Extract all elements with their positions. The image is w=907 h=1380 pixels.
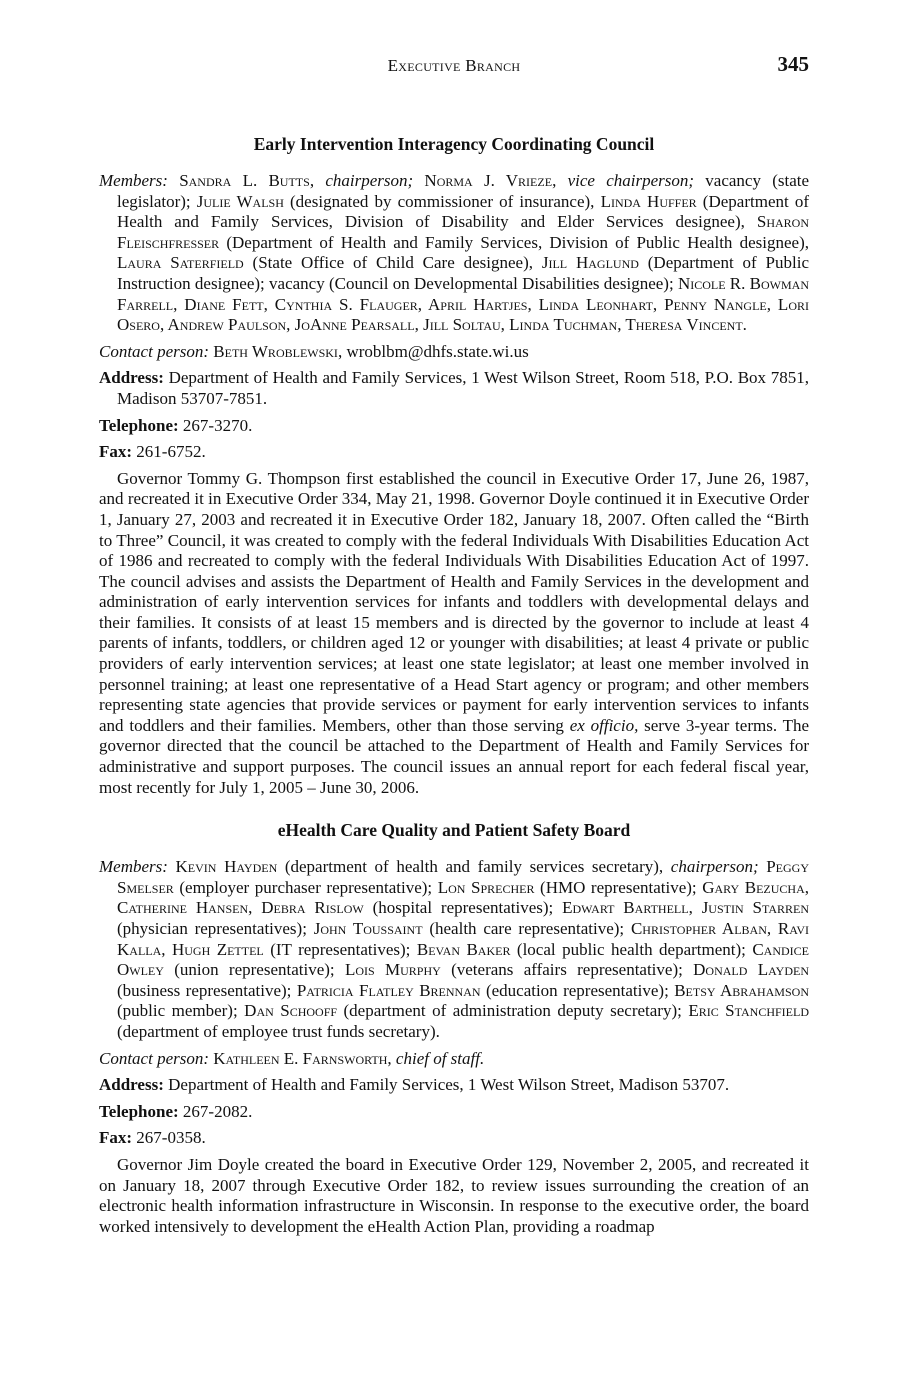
fax-value: 261-6752. [136,442,206,462]
description-text: Governor Jim Doyle created the board in Executive Order 129, November 2, 2005, and recreated it on January 18, 2007 through Executive Order 182, to review issues surrounding the creation of an electronic health information infrastructure in Wisconsin. In response to the executive order, the board worked intensively to development the eHealth Action Plan, providing a roadmap [99,1154,809,1236]
member-name: Bevan Baker [416,939,511,959]
telephone-label: Telephone: [99,1101,179,1121]
address-value: Department of Health and Family Services, 1 West Wilson Street, Madison 53707. [168,1075,730,1095]
member-text: (department of administration deputy secretary); [337,1001,689,1021]
running-title: Executive Branch [387,56,521,75]
member-name: Donald Layden [693,960,810,980]
member-text: (Department of Health and Family Services, Division of Disability and Elder Services designee), [117,191,809,232]
fax-label: Fax: [99,442,133,462]
member-name: Gary Bezucha, Catherine Hansen, Debra Rislow [117,877,809,918]
member-name: Sharon Fleischfresser [117,212,809,252]
description-paragraph [99,469,809,799]
member-name: Sandra L. Butts [179,171,310,190]
member-name: Candice Owley [117,939,810,980]
members-label: Members: [99,171,168,190]
member-text: (hospital representatives); [363,898,563,918]
address-label: Address: [99,1075,164,1095]
fax-value: 267-0358. [136,1128,206,1148]
page-number: 345 [777,52,809,76]
telephone-label: Telephone: [99,415,179,435]
telephone-paragraph [99,416,809,437]
member-role: chairperson; [670,857,759,877]
member-name: Jill Haglund [541,253,639,273]
address-paragraph [99,1075,809,1096]
description-text-end: serve 3-year terms. The governor directed that the council be attached to the Department of Health and Family Services for administrative and support purposes. The council issues an annual report for each federal fiscal year, most recently for July 1, 2005 – June 30, 2006. [99,715,809,797]
member-text: (IT representatives); [263,939,417,959]
member-name: Laura Saterfield [117,253,244,273]
member-text: vacancy (state legislator); [117,171,810,211]
contact-name: Kathleen E. Farnsworth [213,1048,388,1068]
member-text: (State Office of Child Care designee), [243,253,542,273]
member-text: (business representative); [117,980,297,1000]
contact-paragraph [99,342,809,363]
member-text: (Department of Health and Family Services, Division of Public Health designee), [219,232,809,252]
member-name: Christopher Alban, Ravi Kalla, Hugh Zettel [117,919,810,959]
address-value: Department of Health and Family Services, 1 West Wilson Street, Room 518, P.O. Box 7851, Madison 53707-7851. [117,368,810,408]
fax-label: Fax: [99,1128,133,1148]
member-text: (HMO representative); [534,877,703,897]
address-label: Address: [99,368,164,388]
section-title-ehealth: eHealth Care Quality and Patient Safety Board [277,820,631,841]
fax-paragraph [99,442,809,463]
address-paragraph [99,368,809,409]
members-paragraph [99,171,809,336]
members-list [117,171,809,334]
member-name: Lois Murphy [344,960,441,980]
member-text: (local public health department); [510,939,753,959]
member-name: Linda Huffer [600,191,697,211]
member-text: (public member); [117,1001,245,1021]
description-text-start: Governor Tommy G. Thompson first established the council in Executive Order 17, June 26, 1987, and recreated it in Executive Order 334, May 21, 1998. Governor Doyle continued it in Executive Order 1, January 27, 2003 and recreated it in Executive Order 182, January 18, 2007. Often called the “Birth to Three” Council, it was created to comply with the federal Individuals With Disabilities Education Act of 1986 and recreated to comply with the federal Individuals With Disabilities Education Act of 1997. The council advises and assists the Department of Health and Family Services in the development and administration of early intervention services for infants and toddlers with developmental delays and their families. It consists of at least 15 members and is directed by the governor to include at least 4 parents of infants, toddlers, or children aged 12 or younger with disabilities; at least 4 private or public providers of early intervention services; at least one state legislator; at least one member involved in personnel training; at least one representative of a Head Start agency or program; and other members representing state agencies that provide services or payment for early intervention services to infants and toddlers and their families. Members, other than those serving [99,468,809,735]
member-name: Peggy Smelser [117,857,810,897]
member-text: . [742,315,747,335]
member-role: vice chairperson; [567,171,695,190]
member-text: (education representative); [480,980,675,1000]
member-name: Patricia Flatley Brennan [296,980,481,1000]
member-name: Nicole R. Bowman Farrell, Diane Fett, Cynthia S. Flauger, April Hartjes, Linda Leonhart, Penny Nangle, Lori Osero, Andrew Paulson, JoAnne Pearsall, Jill Soltau, Linda Tuchman, Theresa Vincent [117,273,809,335]
telephone-paragraph [99,1102,809,1123]
contact-label: Contact person: [99,1048,210,1068]
member-role: chairperson; [325,171,414,190]
running-header [99,52,809,84]
member-name: Norma J. Vrieze [424,171,553,190]
contact-label: Contact person: [99,341,210,361]
member-text: (department of health and family services secretary), [277,857,671,877]
telephone-value: 267-2082. [182,1101,253,1121]
member-name: Julie Walsh [196,191,284,211]
member-name: Kevin Hayden [175,857,278,877]
description-italic: ex officio, [569,715,639,735]
member-text: (employer purchaser representative); [173,877,438,897]
contact-paragraph [99,1049,809,1070]
members-list [117,857,809,1041]
member-text: (physician representatives); [117,919,314,938]
fax-paragraph [99,1128,809,1149]
member-text: , [552,171,568,190]
member-text: (veterans affairs representative); [440,960,694,980]
contact-email: , wroblbm@dhfs.state.wi.us [337,341,529,361]
member-name: Eric Stanchfield [688,1001,809,1021]
member-text: (health care representative); [422,919,631,938]
contact-name: Beth Wroblewski [213,341,338,361]
document-page [99,52,809,1243]
section-title-early-intervention: Early Intervention Interagency Coordinating Council [253,134,655,154]
member-text: (Department of Public Instruction designee); vacancy (Council on Developmental Disabilities designee); [117,253,809,293]
member-text: (designated by commissioner of insurance), [283,191,601,211]
member-name: Edwart Barthell, Justin Starren [562,898,809,918]
members-label: Members: [99,857,168,877]
member-name: Dan Schooff [244,1001,338,1021]
contact-role: chief of staff. [395,1048,485,1068]
description-paragraph [99,1155,809,1237]
member-name: John Toussaint [313,919,423,938]
contact-separator: , [387,1048,396,1068]
member-text: (department of employee trust funds secretary). [117,1021,440,1041]
member-text: (union representative); [163,960,345,980]
member-text [413,171,424,190]
members-paragraph [99,857,809,1042]
member-name: Betsy Abrahamson [674,980,809,1000]
member-name: Lon Sprecher [437,877,535,897]
telephone-value: 267-3270. [182,415,253,435]
member-text: , [309,171,326,190]
